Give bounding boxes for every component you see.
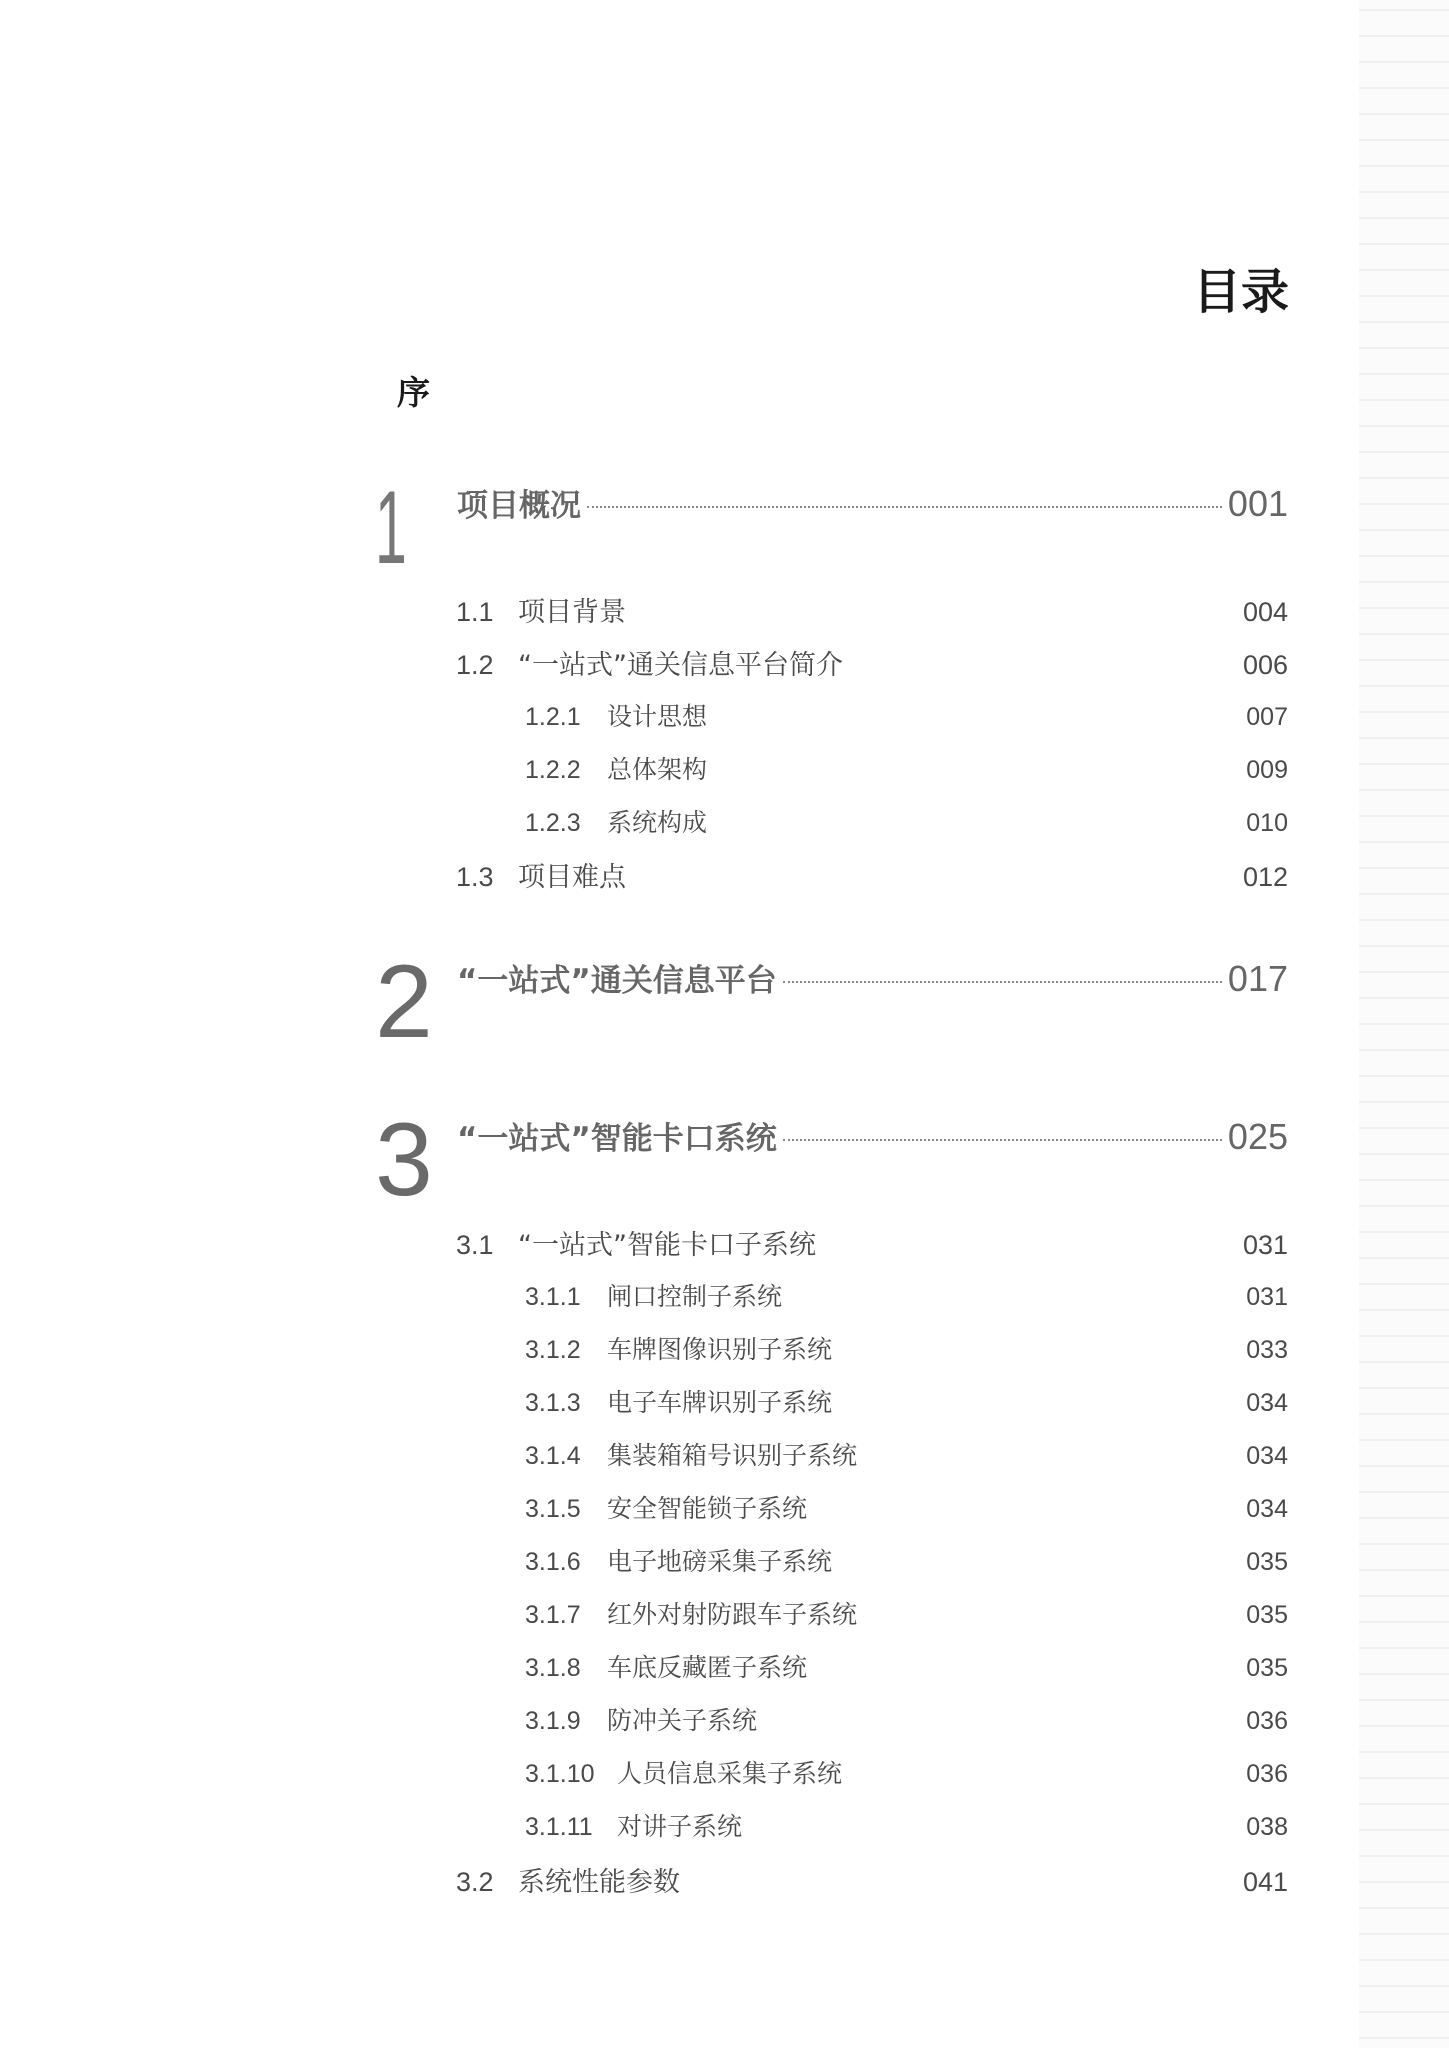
chapter-page-number: 025 [1227, 1116, 1288, 1157]
entry-page-number: 034 [1246, 1389, 1288, 1417]
entry-number: 3.1.4 [525, 1442, 581, 1470]
entry-page-number: 035 [1246, 1601, 1288, 1629]
entry-title: 电子车牌识别子系统 [607, 1388, 833, 1417]
entry-page-number: 031 [1246, 1283, 1288, 1311]
chapter-title: 项目概况 [457, 488, 581, 524]
entry-title: 防冲关子系统 [607, 1706, 758, 1735]
entry-number: 1.2.1 [525, 703, 581, 731]
entry-number: 3.2 [456, 1867, 494, 1897]
toc-entry[interactable] [525, 1277, 1288, 1313]
entry-title: 集装箱箱号识别子系统 [607, 1441, 858, 1470]
toc-entry[interactable] [456, 590, 1288, 629]
dot-leader [783, 981, 1222, 983]
entry-page-number: 034 [1246, 1495, 1288, 1523]
entry-number: 3.1.11 [525, 1813, 593, 1841]
entry-page-number: 031 [1242, 1230, 1288, 1260]
entry-page-number: 034 [1246, 1442, 1288, 1470]
entry-title: “一站式”通关信息平台简介 [518, 650, 843, 681]
toc-entry[interactable] [525, 1701, 1288, 1737]
entry-number: 3.1.3 [525, 1389, 581, 1417]
toc-entry[interactable] [525, 803, 1288, 839]
entry-title: 人员信息采集子系统 [617, 1759, 843, 1788]
entry-number: 1.2.3 [525, 809, 581, 837]
toc-entry[interactable] [456, 1860, 1288, 1899]
chapter-heading-row[interactable] [457, 1113, 1288, 1158]
entry-page-number: 006 [1242, 650, 1288, 680]
entry-page-number: 036 [1246, 1760, 1288, 1788]
toc-entry[interactable] [525, 1330, 1288, 1366]
entry-number: 3.1.1 [525, 1283, 581, 1311]
entry-title: 红外对射防跟车子系统 [607, 1600, 858, 1629]
page-title: 目录 [1192, 264, 1289, 320]
chapter-heading-row[interactable] [457, 955, 1288, 1000]
entry-title: 总体架构 [607, 755, 708, 784]
entry-number: 3.1.7 [525, 1601, 581, 1629]
entry-title: 设计思想 [607, 702, 708, 731]
entry-page-number: 007 [1246, 703, 1288, 731]
toc-entry[interactable] [456, 855, 1288, 894]
entry-page-number: 009 [1246, 756, 1288, 784]
toc-entry[interactable] [525, 1489, 1288, 1525]
toc-entry[interactable] [525, 1754, 1288, 1790]
entry-title: 项目背景 [518, 597, 626, 628]
chapter-number: 2 [375, 944, 433, 1060]
chapter-number: 3 [375, 1102, 433, 1218]
toc-entry[interactable] [525, 750, 1288, 786]
chapter-page-number: 017 [1227, 958, 1288, 999]
entry-number: 1.3 [456, 862, 494, 892]
entry-title: 闸口控制子系统 [607, 1282, 783, 1311]
entry-number: 3.1.6 [525, 1548, 581, 1576]
entry-title: 对讲子系统 [617, 1812, 743, 1841]
toc-entry[interactable] [525, 1595, 1288, 1631]
dot-leader [783, 1139, 1222, 1141]
entry-title: 项目难点 [518, 862, 626, 893]
chapter-heading-row[interactable] [457, 480, 1288, 525]
toc-entry[interactable] [525, 1542, 1288, 1578]
entry-page-number: 041 [1242, 1867, 1288, 1897]
entry-title: 车牌图像识别子系统 [607, 1335, 833, 1364]
page-edge-decoration [1359, 0, 1449, 2048]
toc-entry[interactable] [525, 1648, 1288, 1684]
entry-page-number: 010 [1246, 809, 1288, 837]
entry-title: 系统性能参数 [518, 1867, 680, 1898]
entry-page-number: 036 [1246, 1707, 1288, 1735]
entry-title: “一站式”智能卡口子系统 [518, 1230, 816, 1261]
entry-page-number: 033 [1246, 1336, 1288, 1364]
entry-number: 3.1.10 [525, 1760, 595, 1788]
chapter-number: 1 [375, 470, 406, 586]
toc-entry[interactable] [525, 1807, 1288, 1843]
toc-entry[interactable] [525, 697, 1288, 733]
chapter-title: “一站式”通关信息平台 [457, 963, 777, 999]
entry-number: 1.1 [456, 597, 494, 627]
chapter-title: “一站式”智能卡口系统 [457, 1121, 777, 1157]
preface-heading: 序 [397, 373, 430, 412]
entry-title: 电子地磅采集子系统 [607, 1547, 833, 1576]
dot-leader [587, 506, 1222, 508]
entry-page-number: 035 [1246, 1548, 1288, 1576]
entry-number: 3.1.2 [525, 1336, 581, 1364]
entry-number: 3.1.5 [525, 1495, 581, 1523]
entry-page-number: 012 [1242, 862, 1288, 892]
toc-entry[interactable] [525, 1436, 1288, 1472]
entry-number: 1.2 [456, 650, 494, 680]
entry-page-number: 004 [1242, 597, 1288, 627]
toc-entry[interactable] [456, 643, 1288, 682]
entry-title: 安全智能锁子系统 [607, 1494, 808, 1523]
toc-entry[interactable] [456, 1223, 1288, 1262]
chapter-page-number: 001 [1227, 483, 1288, 524]
entry-number: 3.1 [456, 1230, 494, 1260]
entry-number: 3.1.9 [525, 1707, 581, 1735]
entry-page-number: 035 [1246, 1654, 1288, 1682]
entry-number: 1.2.2 [525, 756, 581, 784]
entry-number: 3.1.8 [525, 1654, 581, 1682]
toc-entry[interactable] [525, 1383, 1288, 1419]
entry-title: 车底反藏匿子系统 [607, 1653, 808, 1682]
entry-page-number: 038 [1246, 1813, 1288, 1841]
entry-title: 系统构成 [607, 808, 708, 837]
